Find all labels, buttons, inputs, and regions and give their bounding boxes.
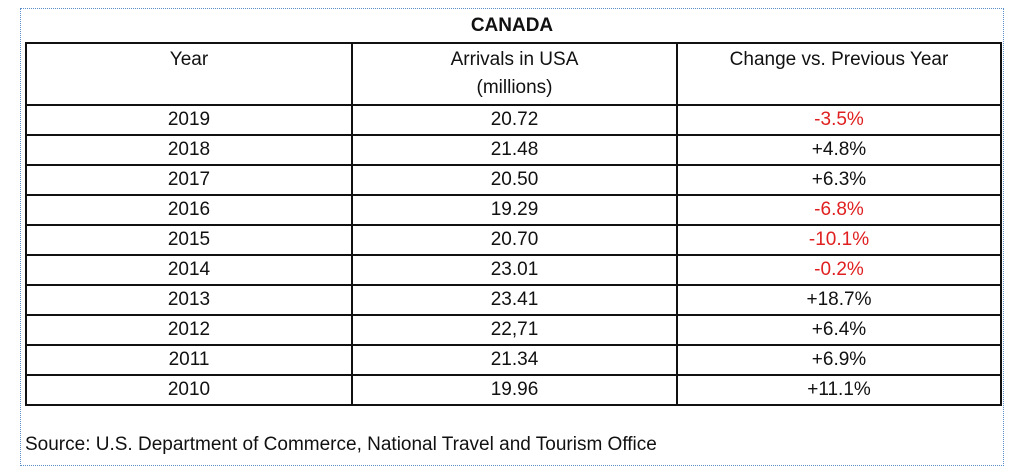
table-row <box>26 375 1001 405</box>
table-row <box>26 345 1001 375</box>
arrivals-cell: 20.50 <box>352 165 677 195</box>
table-row <box>26 165 1001 195</box>
year-cell: 2017 <box>26 165 352 195</box>
year-cell: 2013 <box>26 285 352 315</box>
arrivals-cell: 19.96 <box>352 375 677 405</box>
change-cell: +6.4% <box>677 315 1001 345</box>
year-cell: 2010 <box>26 375 352 405</box>
table-row <box>26 195 1001 225</box>
change-cell: +6.9% <box>677 345 1001 375</box>
arrivals-cell: 21.34 <box>352 345 677 375</box>
arrivals-cell: 22,71 <box>352 315 677 345</box>
change-cell: -3.5% <box>677 105 1001 135</box>
table-row <box>26 315 1001 345</box>
header-year: Year <box>26 43 352 105</box>
change-cell: -6.8% <box>677 195 1001 225</box>
table-row <box>26 135 1001 165</box>
year-cell: 2016 <box>26 195 352 225</box>
year-cell: 2012 <box>26 315 352 345</box>
year-cell: 2015 <box>26 225 352 255</box>
arrivals-cell: 19.29 <box>352 195 677 225</box>
year-cell: 2019 <box>26 105 352 135</box>
year-cell: 2018 <box>26 135 352 165</box>
table-row <box>26 285 1001 315</box>
arrivals-table <box>25 42 1002 406</box>
arrivals-cell: 20.72 <box>352 105 677 135</box>
arrivals-cell: 21.48 <box>352 135 677 165</box>
header-arrivals-line2: (millions) <box>476 77 553 98</box>
change-cell: +11.1% <box>677 375 1001 405</box>
table-row <box>26 105 1001 135</box>
arrivals-cell: 20.70 <box>352 225 677 255</box>
header-arrivals <box>352 43 677 105</box>
header-arrivals-line1: Arrivals in USA <box>450 49 579 70</box>
change-cell: +18.7% <box>677 285 1001 315</box>
change-cell: -10.1% <box>677 225 1001 255</box>
change-cell: +4.8% <box>677 135 1001 165</box>
year-cell: 2011 <box>26 345 352 375</box>
change-cell: -0.2% <box>677 255 1001 285</box>
table-row <box>26 255 1001 285</box>
table-title: CANADA <box>470 15 554 36</box>
source-note: Source: U.S. Department of Commerce, National Travel and Tourism Office <box>25 434 657 455</box>
header-row <box>26 43 1001 105</box>
table-row <box>26 225 1001 255</box>
arrivals-cell: 23.01 <box>352 255 677 285</box>
change-cell: +6.3% <box>677 165 1001 195</box>
year-cell: 2014 <box>26 255 352 285</box>
header-change: Change vs. Previous Year <box>677 43 1001 105</box>
arrivals-cell: 23.41 <box>352 285 677 315</box>
